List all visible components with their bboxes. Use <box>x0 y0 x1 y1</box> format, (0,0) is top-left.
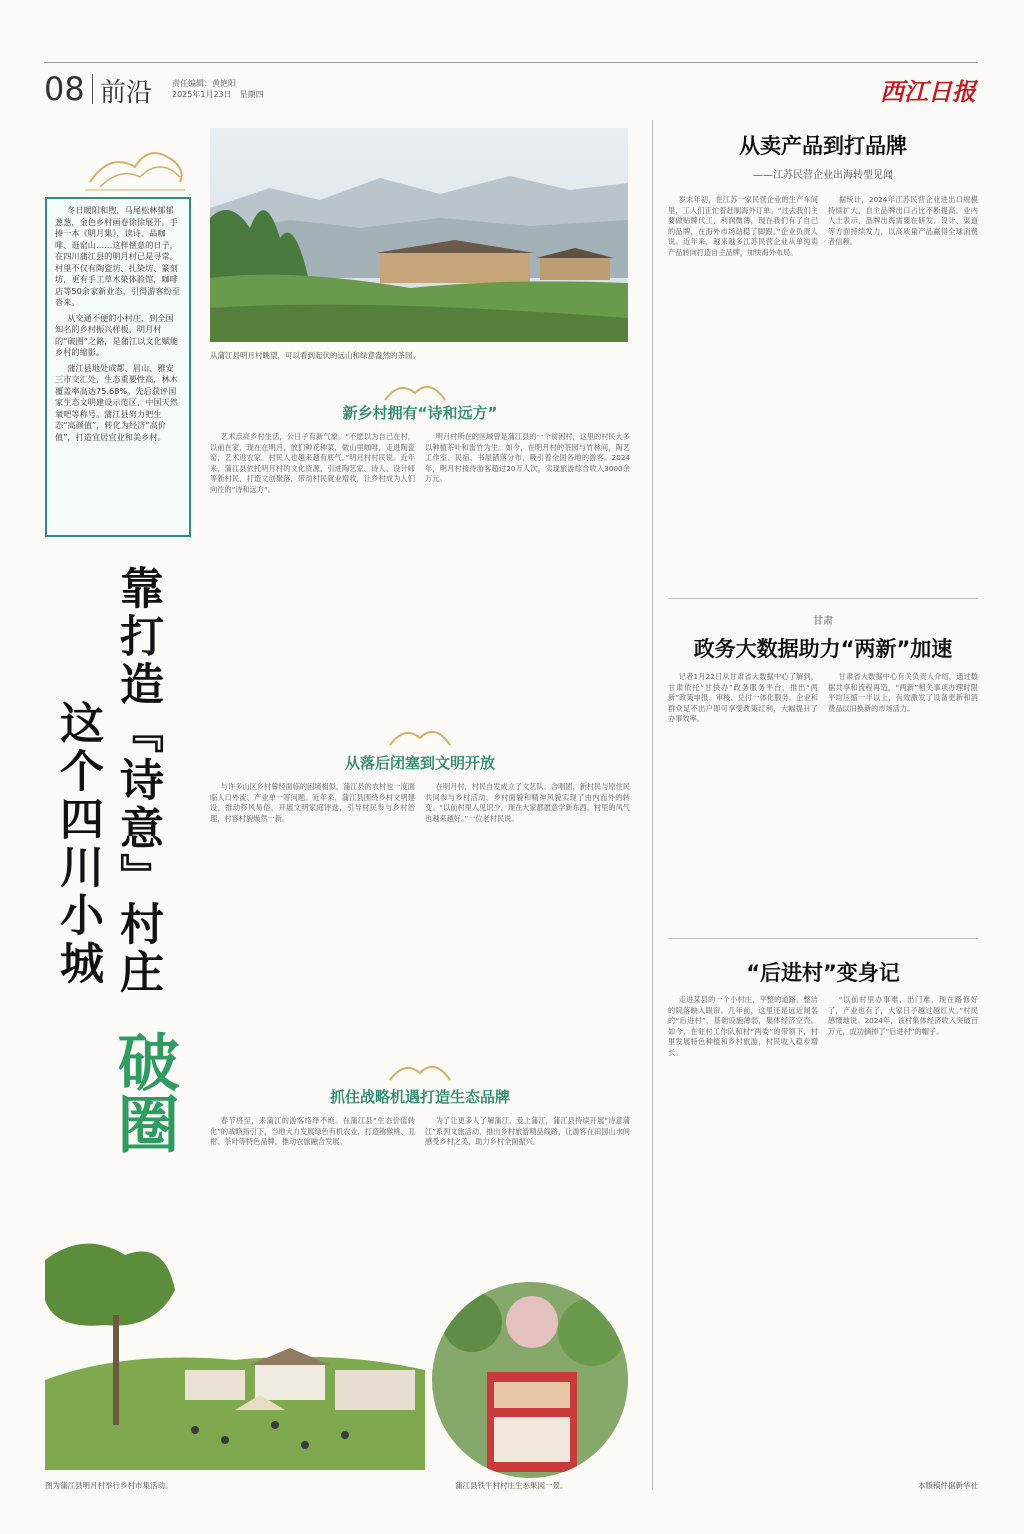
village-market-image <box>45 1230 425 1470</box>
section-ornament <box>380 375 450 403</box>
article-b-title: 政务大数据助力“两新”加速 <box>693 637 953 661</box>
bottom-left-caption: 图为蒲江县明月村举行乡村市集活动。 <box>45 1481 173 1490</box>
body-text: 走进某县的一个小村庄，平整的道路、整洁的院落映入眼帘。几年前，这里还是远近闻名的“后进村”，基础设施薄弱，集体经济空壳。如今，在驻村工作队和村“两委”的带领下，村里发展特色种植和乡村旅游，村民收入稳步增长。 <box>668 995 818 1057</box>
footer-credit: 本版稿件据新华社 <box>918 1481 978 1490</box>
body-text: 与许多山区乡村曾经面临的困境相似，蒲江县的农村也一度面临人口外流、产业单一等问题。近年来，蒲江县围绕乡村文明建设，推动移风易俗，开展文明家庭评选，引导村民参与乡村治理，村容村貌焕然一新。 <box>210 782 415 823</box>
section2-heading-wrap <box>210 752 630 773</box>
bottom-right-caption: 蒲江县铁牛村村庄生态果园一景。 <box>455 1481 568 1490</box>
section-ornament <box>385 720 455 748</box>
section3-heading-wrap <box>210 1086 630 1107</box>
header-editor: 责任编辑：黄艳阳 <box>172 79 236 88</box>
section3-heading: 抓住战略机遇打造生态品牌 <box>329 1088 510 1106</box>
mountain-village-image <box>210 128 628 342</box>
body-text: 据统计，2024年江苏民营企业进出口规模持续扩大，自主品牌出口占比不断提高。业内人士表示，品牌出海需要在研发、设计、渠道等方面持续发力，以高质量产品赢得全球消费者信赖。 <box>828 195 978 247</box>
section1-column-1 <box>210 432 415 694</box>
lead-paragraph: 从交通不便的小村庄，到全国知名的乡村振兴样板，明月村的“破圈”之路，是蒲江以文化赋能乡村的缩影。 <box>55 312 179 357</box>
section1-heading-wrap <box>210 402 630 423</box>
article-c-column-1 <box>668 995 818 1465</box>
lead-paragraph: 冬日暖阳和煦，马尾松林郁郁葱葱，金色乡村画卷徐徐展开。手捧一本《明月集》，读诗、品咖啡、逛窑山……这样惬意的日子，在四川蒲江县的明月村已是寻常。村里不仅有陶瓷坊、扎染坊、篆刻坊，更有手工草木染体验馆，咖啡店等50余家新业态，引得游客纷至沓来。 <box>55 205 181 307</box>
cloud-ornament <box>80 132 190 192</box>
body-text: 艺术点亮乡村生活，公日子有新气象。“不愿以为自己在村，以前在家，现在在明月，放们种花种菜，做山里咖啡，走进陶瓷窑，艺术进农家。村民人也越来越有底气。”明月村村民说。近年来，蒲江县依托明月村的文化资源，引进陶艺家、诗人、设计师等新村民，打造文创聚落，带动村民就业增收，让乡村成为人们向往的“诗和远方”。 <box>210 432 415 494</box>
section2-column-1 <box>210 782 415 1030</box>
article-c-title: “后进村”变身记 <box>746 961 900 985</box>
article-divider <box>668 598 978 599</box>
article-c-column-2 <box>828 995 978 1465</box>
article-a-subtitle: ——江苏民营企业出海转型见闻 <box>753 170 893 181</box>
body-text: “以前村里办事难、出门难，现在路修好了，产业也有了，大家日子越过越红火。”村民感慨地说。2024年，该村集体经济收入突破百万元，成功摘掉了“后进村”的帽子。 <box>828 995 978 1036</box>
article-b-column-2 <box>828 672 978 922</box>
section2-column-2 <box>425 782 630 1030</box>
column-divider <box>652 120 653 1490</box>
article-divider <box>668 938 978 939</box>
bottom-right-photo <box>432 1282 628 1478</box>
orchard-sign-image <box>432 1282 628 1478</box>
header-rule <box>44 62 978 63</box>
section2-heading: 从落后闭塞到文明开放 <box>344 754 495 772</box>
headline-left-column: 这个四川小城 <box>52 700 103 988</box>
body-text: 春节将至，来蒲江的游客络绎不绝。在蒲江县“生态价值转化”的战略指引下，当地大力发展绿色有机农业，打造猕猴桃、丑柑、茶叶等特色品牌，推动农旅融合发展。 <box>210 1116 415 1147</box>
article-b-column-1 <box>668 672 818 922</box>
article-b-kicker: 甘肃 <box>813 616 833 627</box>
headline-break-word: 破圈 <box>107 1030 180 1154</box>
page-number: 08 <box>44 70 85 108</box>
section3-column-2 <box>425 1116 630 1276</box>
article-a-column-1 <box>668 195 818 575</box>
masthead: 西江日报 <box>880 77 976 106</box>
article-a-title: 从卖产品到打品牌 <box>739 134 907 158</box>
body-text: 在明月村，村民自发成立了文艺队、合唱团，新村民与原住民共同参与乡村活动，乡村面貌和精神风貌实现了由内而外的转变。“以前村里人见识少，现在大家都愿意学新东西，村里的风气也越来越好。”一位老村民说。 <box>425 782 630 823</box>
header-date: 2025年1月23日 星期四 <box>172 90 264 99</box>
header-divider <box>92 74 93 104</box>
lead-paragraph: 蒲江县地处成都、眉山、雅安三市交汇处，生态重要性高，林木覆盖率高达75.68%。先后获评国家生态文明建设示范区、中国天然氧吧等称号。蒲江县努力把生态“高颜值”，转化为经济“高价值”，打造宜居宜业和美乡村。 <box>55 362 178 442</box>
header-meta <box>172 78 264 100</box>
body-text: 甘肃省大数据中心有关负责人介绍，通过数据共享和流程再造，“两新”相关事项办理时限平均压缩一半以上，有效激发了设备更新和消费品以旧换新的市场活力。 <box>828 672 978 713</box>
body-text: 岁末年初，在江苏一家民营企业的生产车间里，工人们正忙着赶制海外订单。“过去我们主要做贴牌代工，利润微薄，现在我们有了自己的品牌，在海外市场站稳了脚跟。”企业负责人说。近年来，越来越多江苏民营企业从单纯卖产品转向打造自主品牌，加快海外布局。 <box>668 195 818 257</box>
body-text: 记者1月22日从甘肃省大数据中心了解到，甘肃依托“甘快办”政务服务平台，推出“两新”政策申报、审核、兑付一体化服务，企业和群众足不出户即可享受政策红利，大幅提升了办事效率。 <box>668 672 818 724</box>
section-title: 前沿 <box>100 78 153 108</box>
section1-column-2 <box>425 432 630 694</box>
bottom-left-photo <box>45 1230 425 1470</box>
section-ornament <box>385 1055 455 1083</box>
body-text: 为了让更多人了解蒲江、爱上蒲江，蒲江县持续开展“诗意蒲江”系列文旅活动，推出乡村旅游精品线路，让游客在田园山水间感受乡村之美，助力乡村全面振兴。 <box>425 1116 630 1147</box>
top-photo <box>210 128 628 342</box>
top-photo-caption: 从蒲江县明月村眺望，可以看到起伏的远山和绿意盎然的茶园。 <box>210 351 420 360</box>
body-text: 明月村所在的区域曾是蒲江县的一个贫困村，这里的村民大多以种植茶叶和雷竹为生。如今，在明月村的茶园与竹林间，陶艺工作室、民宿、书屋错落分布，吸引着全国各地的游客。2024年，明月村接待游客超过20万人次，实现旅游综合收入3000余万元。 <box>425 432 630 484</box>
article-a-column-2 <box>828 195 978 575</box>
lead-box <box>45 197 191 537</box>
section1-heading: 新乡村拥有“诗和远方” <box>342 404 498 422</box>
headline-right-column: 靠打造『诗意』村庄 <box>112 565 163 997</box>
